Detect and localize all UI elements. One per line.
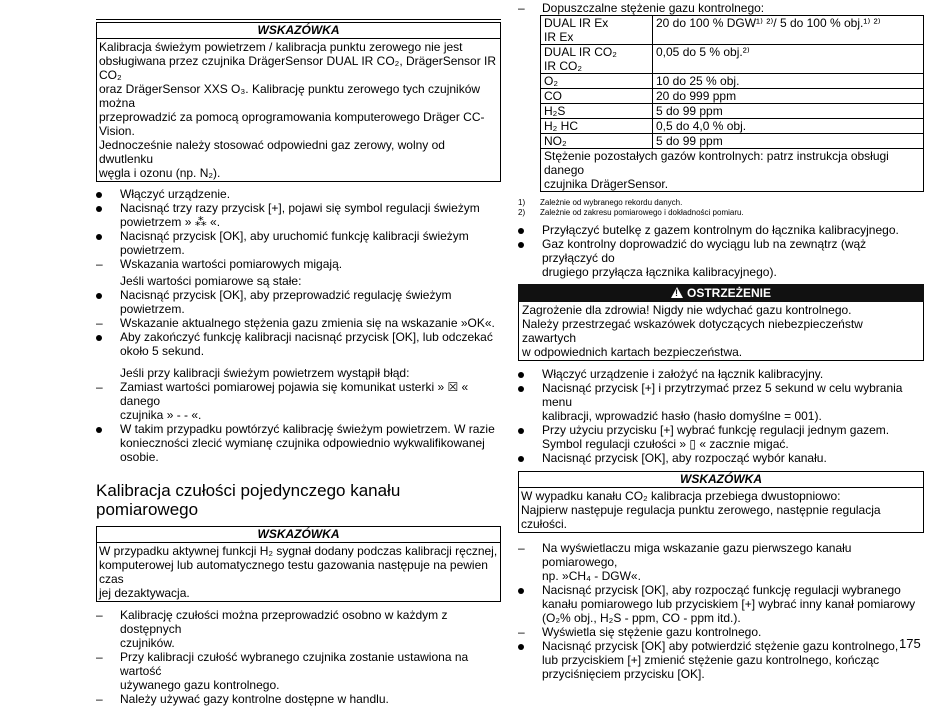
gas-table [540,15,924,192]
bullet-dot [96,192,102,198]
item-line: Symbol regulacji czułości » ▯ « zacznie migać. [542,437,789,451]
list-item [96,229,501,257]
note-line: W przypadku aktywnej funkcji H₂ sygnał dodany podczas kalibracji ręcznej, [99,544,498,558]
item-line: Nacisnąć przycisk [OK], aby rozpocząć funkcję regulacji wybranego [542,583,901,597]
bullet-marker [96,288,116,302]
left-column [96,22,501,706]
list-item [518,381,924,423]
item-line: Wskazanie aktualnego stężenia gazu zmienia się na wskazanie »OK«. [120,316,495,330]
list-item [518,636,924,681]
bullet-dot [518,372,524,378]
table-row [541,149,924,192]
bullet-marker [518,583,538,597]
list-item [518,223,924,237]
item-line: Kalibrację czułości można przeprowadzić osobno w każdym z dostępnych [120,608,448,636]
gas-table-wrap [540,15,924,192]
note-heading: WSKAZÓWKA [97,23,500,39]
list-item [96,257,501,271]
item-line: konieczności zlecić wymianę czujnika odpowiednio wykwalifikowanej osobie. [120,436,485,464]
range-cell: 0,5 do 4,0 % obj. [653,119,924,134]
bullet-dot [96,427,102,433]
bullet-marker [96,187,116,201]
item-line: przyciśnięciem przycisku [OK]. [542,667,705,681]
note-line: obsługiwana przez czujnika DrägerSensor DUAL IR CO₂, DrägerSensor IR CO₂ [99,54,497,82]
dash-marker: – [96,257,103,271]
footnote-mark: 2) [518,208,526,217]
warning-box [518,284,924,361]
list-item [518,1,924,15]
bullet-dot [518,644,524,650]
item-line: Włączyć urządzenie. [120,187,231,201]
item-line: Wyświetla się stężenie gazu kontrolnego. [542,625,762,639]
dash-marker: – [96,316,103,330]
item-line: (O₂% obj., H₂S - ppm, CO - ppm itd.). [542,611,741,625]
item-line: czujnika » - - «. [120,408,202,422]
bullet-dot [518,588,524,594]
warning-line: w odpowiednich kartach bezpieczeństwa. [522,345,743,359]
note-box-2 [96,526,501,602]
item-line: Wskazania wartości pomiarowych migają. [120,257,343,271]
note-body [97,39,500,181]
right-column [518,1,924,681]
table-row [541,134,924,149]
bullet-marker [518,237,538,251]
warning-line: Należy przestrzegać wskazówek dotyczących niebezpieczeństw zawartych [522,317,863,345]
range-cell: 20 do 100 % DGW¹⁾ ²⁾/ 5 do 100 % obj.¹⁾ ²⁾ [653,16,924,45]
item-text: Dopuszczalne stężenie gazu kontrolnego: [542,1,765,15]
item-line: Nacisnąć przycisk [OK], aby przeprowadzić regulację świeżym powietrzem. [120,288,452,316]
top-rule [96,19,501,20]
dash-marker: – [96,380,103,394]
table-row [541,119,924,134]
dash-marker: – [518,625,525,639]
list-item [518,625,924,639]
item-line: Nacisnąć przycisk [+] i przytrzymać przez 5 sekund w celu wybrania menu [542,381,903,409]
range-cell: 0,05 do 5 % obj.²⁾ [653,45,924,74]
bullet-marker [518,367,538,381]
item-line: W takim przypadku powtórzyć kalibrację świeżym powietrzem. W razie [120,422,495,436]
steps-list [96,608,501,706]
note-line: jej dezaktywacja. [99,586,190,600]
item-line: np. »CH₄ - DGW«. [542,569,641,583]
bullet-dot [518,386,524,392]
bullet-dot [96,206,102,212]
note-heading: WSKAZÓWKA [97,527,500,543]
steps-list [96,288,501,358]
bullet-marker [518,451,538,465]
range-cell: 10 do 25 % obj. [653,74,924,89]
list-item [518,367,924,381]
item-line: drugiego przyłącza łącznika kalibracyjnego). [542,265,777,279]
item-line: Włączyć urządzenie i założyć na łącznik kalibracyjny. [542,367,824,381]
gas-cell: O₂ [541,74,653,89]
dash-marker: – [96,608,103,622]
bullet-dot [518,428,524,434]
warning-title: OSTRZEŻENIE [686,286,771,300]
warning-icon [671,287,683,298]
list-item [96,330,501,358]
steps-list [96,187,501,271]
bullet-marker [518,423,538,437]
item-line: lub przyciskiem [+] zmienić stężenie gazu kontrolnego, kończąc [542,653,880,667]
bullet-dot [518,456,524,462]
dash-marker: – [96,692,103,706]
gas-cell: CO [541,89,653,104]
item-line: Nacisnąć trzy razy przycisk [+], pojawi się symbol regulacji świeżym [120,201,480,215]
item-line: kalibracji, wprowadzić hasło (hasło domyślne = 001). [542,409,822,423]
section-title-line: pomiarowego [96,500,199,519]
list-item [96,692,501,706]
list-item [96,608,501,650]
item-line: Gaz kontrolny doprowadzić do wyciągu lub na zewnątrz (wąż przyłączyć do [542,237,867,265]
list-item [96,650,501,692]
section-title-line: Kalibracja czułości pojedynczego kanału [96,481,401,500]
item-line: Nacisnąć przycisk [OK] aby potwierdzić stężenie gazu kontrolnego, [542,639,899,653]
footnote-text: Zależnie od wybranego rekordu danych. [540,198,683,207]
bullet-dot [96,234,102,240]
bullet-dot [96,293,102,299]
footnotes [518,198,924,218]
note-line: Najpierw następuje regulacja punktu zerowego, następnie regulacja czułości. [521,503,881,531]
item-line: Zamiast wartości pomiarowej pojawia się komunikat usterki » ☒ « danego [120,380,469,408]
note-heading: WSKAZÓWKA [519,472,923,488]
list-item [96,288,501,316]
steps-list [518,541,924,681]
bullet-marker [96,201,116,215]
footnote-mark: 1) [518,198,526,207]
bullet-marker [518,381,538,395]
list-item [518,451,924,465]
list-item [96,380,501,422]
bullet-marker [518,223,538,237]
dash-marker: – [96,650,103,664]
note-box-3 [518,471,924,533]
footnote [518,198,924,208]
condition-text: Jeśli wartości pomiarowe są stałe: [120,274,302,288]
item-line: Nacisnąć przycisk [OK], aby rozpocząć wybór kanału. [542,451,827,465]
gas-cell: DUAL IR Ex IR Ex [541,16,653,45]
note-body [519,488,923,532]
list-item [518,583,924,625]
item-line: Przy kalibracji czułość wybranego czujnika zostanie ustawiona na wartość [120,650,469,678]
page-number: 175 [899,636,921,651]
gas-cell: DUAL IR CO₂ IR CO₂ [541,45,653,74]
warning-body [518,302,924,361]
note-line: oraz DrägerSensor XXS O₃. Kalibrację punktu zerowego tych czujników można [99,82,481,110]
bullet-marker [96,229,116,243]
note-line: W wypadku kanału CO₂ kalibracja przebiega dwustopniowo: [521,489,841,503]
item-line: Na wyświetlaczu miga wskazanie gazu pierwszego kanału pomiarowego, [542,541,852,569]
item-line: około 5 sekund. [120,344,205,358]
list-item [96,187,501,201]
warning-line: Zagrożenie dla zdrowia! Nigdy nie wdychać gazu kontrolnego. [522,303,852,317]
warning-heading [518,284,924,302]
list-item [96,422,501,464]
list-item [518,237,924,279]
steps-list [518,223,924,279]
steps-list [518,367,924,465]
range-cell: 20 do 999 ppm [653,89,924,104]
item-line: używanego gazu kontrolnego. [120,678,280,692]
table-row [541,89,924,104]
table-row [541,104,924,119]
item-line: Przyłączyć butelkę z gazem kontrolnym do łącznika kalibracyjnego. [542,223,899,237]
footnote-text: Zależnie od zakresu pomiarowego i dokładności pomiaru. [540,208,744,217]
list-item [518,423,924,451]
bullet-marker [96,422,116,436]
dash-marker: – [518,541,525,555]
item-line: powietrzem » ⁂ «. [120,215,221,229]
gas-cell: H₂ HC [541,119,653,134]
item-line: czujników. [120,636,175,650]
footnote [518,208,924,218]
item-line: Aby zakończyć funkcję kalibracji nacisnąć przycisk [OK], lub odczekać [120,330,493,344]
table-note-cell: Stężenie pozostałych gazów kontrolnych: patrz instrukcja obsługi danego czujnika DrägerSensor. [541,149,924,192]
item-line: Nacisnąć przycisk [OK], aby uruchomić funkcję kalibracji świeżym [120,229,469,243]
dash-marker: – [518,1,525,15]
bullet-marker [96,330,116,344]
note-body [97,543,500,601]
list-item [96,316,501,330]
note-line: komputerowej lub automatycznego testu gazowania następuje na pewien czas [99,558,488,586]
bullet-dot [96,335,102,341]
note-line: Kalibracja świeżym powietrzem / kalibracja punktu zerowego nie jest [99,40,463,54]
list-item [518,541,924,583]
steps-list [96,380,501,464]
table-row [541,74,924,89]
item-line: Przy użyciu przycisku [+] wybrać funkcję regulacji jednym gazem. [542,423,890,437]
bullet-marker [518,639,538,653]
item-line: Należy używać gazy kontrolne dostępne w handlu. [120,692,389,706]
item-line: powietrzem. [120,243,185,257]
list-item [96,201,501,229]
bullet-dot [518,228,524,234]
table-row [541,16,924,45]
range-cell: 5 do 99 ppm [653,104,924,119]
table-row [541,45,924,74]
gas-cell: H₂S [541,104,653,119]
range-cell: 5 do 99 ppm [653,134,924,149]
item-line: kanału pomiarowego lub przyciskiem [+] wybrać inny kanał pomiarowy [542,597,916,611]
note-box-1 [96,22,501,182]
gas-cell: NO₂ [541,134,653,149]
note-line: węgla i ozonu (np. N₂). [99,166,221,180]
note-line: Jednocześnie należy stosować odpowiedni gaz zerowy, wolny od dwutlenku [99,138,445,166]
bullet-dot [518,242,524,248]
section-title [96,481,501,519]
note-line: przeprowadzić za pomocą oprogramowania komputerowego Dräger CC-Vision. [99,110,485,138]
condition-text: Jeśli przy kalibracji świeżym powietrzem wystąpił błąd: [120,366,410,380]
